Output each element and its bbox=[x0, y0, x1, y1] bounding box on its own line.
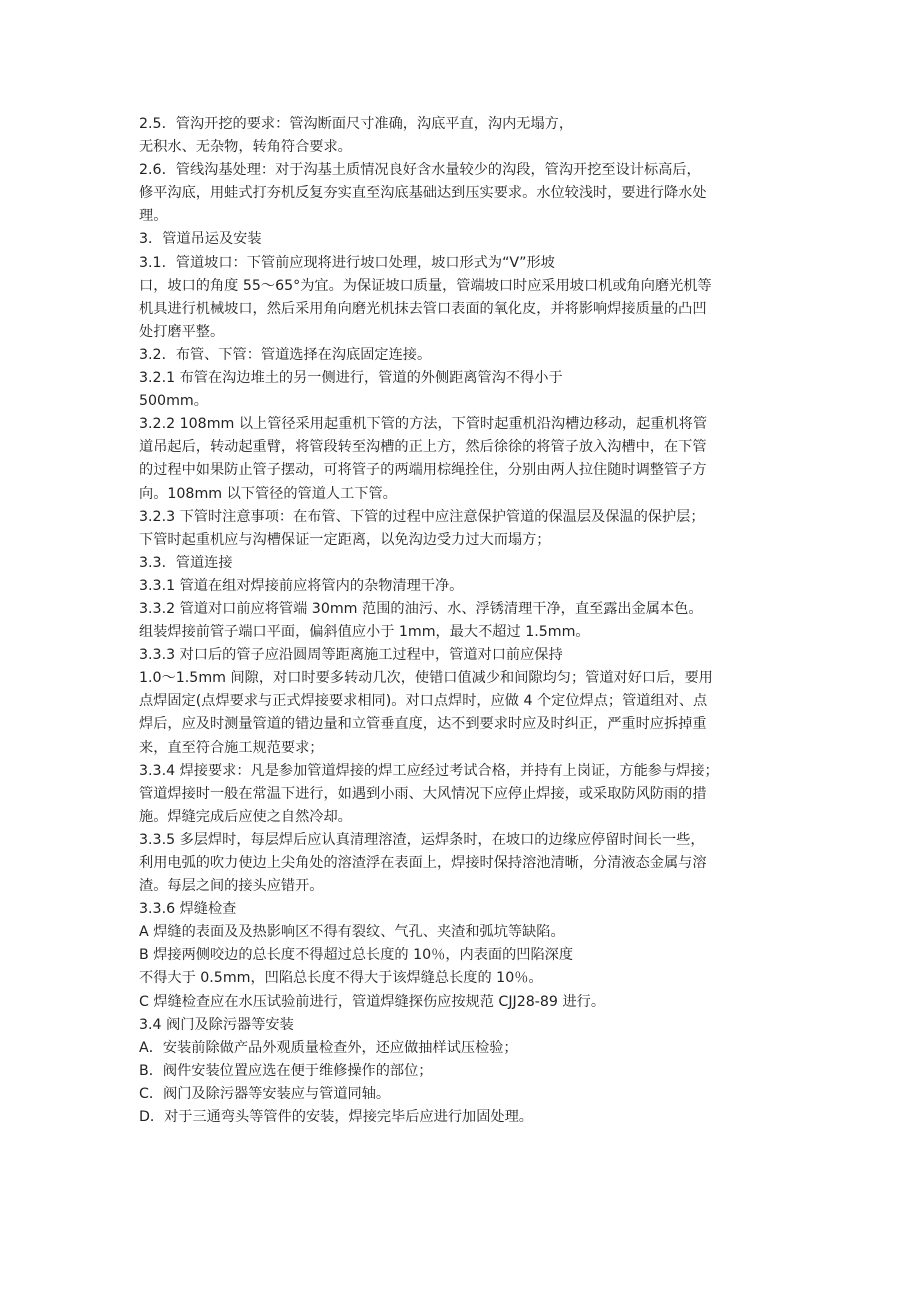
text-line: C．阀门及除污器等安装应与管道同轴。 bbox=[139, 1085, 391, 1102]
text-line: 3.2.3 下管时注意事项：在布管、下管的过程中应注意保护管道的保温层及保温的保护层； bbox=[139, 508, 705, 525]
text-line: 点焊固定(点焊要求与正式焊接要求相同)。对口点焊时，应做 4 个定位焊点；管道组对、点 bbox=[139, 693, 708, 710]
text-line: 3.3．管道连接 bbox=[139, 554, 233, 571]
text-line: 不得大于 0.5mm，凹陷总长度不得大于该焊缝总长度的 10％。 bbox=[139, 970, 543, 987]
text-line: 500mm。 bbox=[139, 393, 208, 410]
text-line: D．对于三通弯头等管件的安装，焊接完毕后应进行加固处理。 bbox=[139, 1109, 533, 1126]
text-line: 无积水、无杂物，转角符合要求。 bbox=[139, 139, 352, 156]
text-line: 3.3.3 对口后的管子应沿圆周等距离施工过程中，管道对口前应保持 bbox=[139, 647, 563, 664]
text-line: 3.3.4 焊接要求：凡是参加管道焊接的焊工应经过考试合格，并持有上岗证，方能参与焊接； bbox=[139, 762, 719, 779]
text-line: 口，坡口的角度 55～65°为宜。为保证坡口质量，管端坡口时应采用坡口机或角向磨光机等 bbox=[139, 277, 712, 294]
text-line: 来，直至符合施工规范要求； bbox=[139, 739, 324, 756]
text-line: 组装焊接前管子端口平面，偏斜值应小于 1mm，最大不超过 1.5mm。 bbox=[139, 624, 590, 641]
text-line: A．安装前除做产品外观质量检查外，还应做抽样试压检验； bbox=[139, 1039, 518, 1056]
text-line: 3.3.2 管道对口前应将管端 30mm 范围的油污、水、浮锈清理干净，直至露出金属本色。 bbox=[139, 600, 703, 617]
text-line: A 焊缝的表面及及热影响区不得有裂纹、气孔、夹渣和弧坑等缺陷。 bbox=[139, 924, 565, 941]
text-line: 2.6．管线沟基处理：对于沟基土质情况良好含水量较少的沟段，管沟开挖至设计标高后， bbox=[139, 162, 701, 179]
text-line: 3.4 阀门及除污器等安装 bbox=[139, 1016, 294, 1033]
text-line: 理。 bbox=[139, 208, 168, 225]
text-line: 3.3.5 多层焊时，每层焊后应认真清理溶渣，运焊条时，在坡口的边缘应停留时间长一些， bbox=[139, 831, 705, 848]
text-line: B 焊接两侧咬边的总长度不得超过总长度的 10％，内表面的凹陷深度 bbox=[139, 947, 574, 964]
text-line: 下管时起重机应与沟槽保证一定距离，以免沟边受力过大而塌方； bbox=[139, 531, 551, 548]
text-line: 3.2.1 布管在沟边堆土的另一侧进行，管道的外侧距离管沟不得小于 bbox=[139, 370, 563, 387]
text-line: 2.5．管沟开挖的要求：管沟断面尺寸准确，沟底平直，沟内无塌方， bbox=[139, 116, 574, 132]
text-line: 利用电弧的吹力使边上尖角处的溶渣浮在表面上，焊接时保持溶池清晰，分清液态金属与溶 bbox=[139, 855, 707, 871]
text-line: 3.2.2 108mm 以上管径采用起重机下管的方法，下管时起重机沿沟槽边移动，起重机将管 bbox=[139, 416, 708, 433]
text-line: B．阀件安装位置应选在便于维修操作的部位； bbox=[139, 1062, 433, 1079]
text-line: 的过程中如果防止管子摆动，可将管子的两端用棕绳拴住，分别由两人拉住随时调整管子方 bbox=[139, 462, 707, 479]
text-line: 1.0～1.5mm 间隙，对口时要多转动几次，使错口值减少和间隙均匀；管道对好口后，要用 bbox=[139, 670, 713, 687]
text-line: 焊后，应及时测量管道的错边量和立管垂直度，达不到要求时应及时纠正，严重时应拆掉重 bbox=[139, 716, 707, 733]
text-line: 机具进行机械坡口，然后采用角向磨光机抹去管口表面的氧化皮，并将影响焊接质量的凸凹 bbox=[139, 300, 707, 317]
text-line: 管道焊接时一般在常温下进行，如遇到小雨、大风情况下应停止焊接，或采取防风防雨的措 bbox=[139, 785, 707, 802]
text-line: 处打磨平整。 bbox=[139, 323, 225, 340]
text-line: 向。108mm 以下管径的管道人工下管。 bbox=[139, 485, 397, 502]
text-line: 渣。每层之间的接头应错开。 bbox=[139, 878, 324, 895]
document-body bbox=[139, 113, 789, 1129]
text-line: 道吊起后，转动起重臂，将管段转至沟槽的正上方，然后徐徐的将管子放入沟槽中，在下管 bbox=[139, 439, 707, 456]
text-line: 施。焊缝完成后应使之自然冷却。 bbox=[139, 808, 352, 825]
text-line: 3.3.1 管道在组对焊接前应将管内的杂物清理干净。 bbox=[139, 577, 464, 594]
text-line: C 焊缝检查应在水压试验前进行，管道焊缝探伤应按规范 CJJ28-89 进行。 bbox=[139, 993, 606, 1010]
text-line: 3.2．布管、下管：管道选择在沟底固定连接。 bbox=[139, 346, 432, 363]
text-line: 修平沟底，用蛙式打夯机反复夯实直至沟底基础达到压实要求。水位较浅时，要进行降水处 bbox=[139, 185, 707, 202]
text-line: 3．管道吊运及安装 bbox=[139, 231, 262, 248]
text-line: 3.3.6 焊缝检查 bbox=[139, 901, 237, 918]
text-line: 3.1．管道坡口：下管前应现将进行坡口处理，坡口形式为“V”形坡 bbox=[139, 254, 555, 271]
